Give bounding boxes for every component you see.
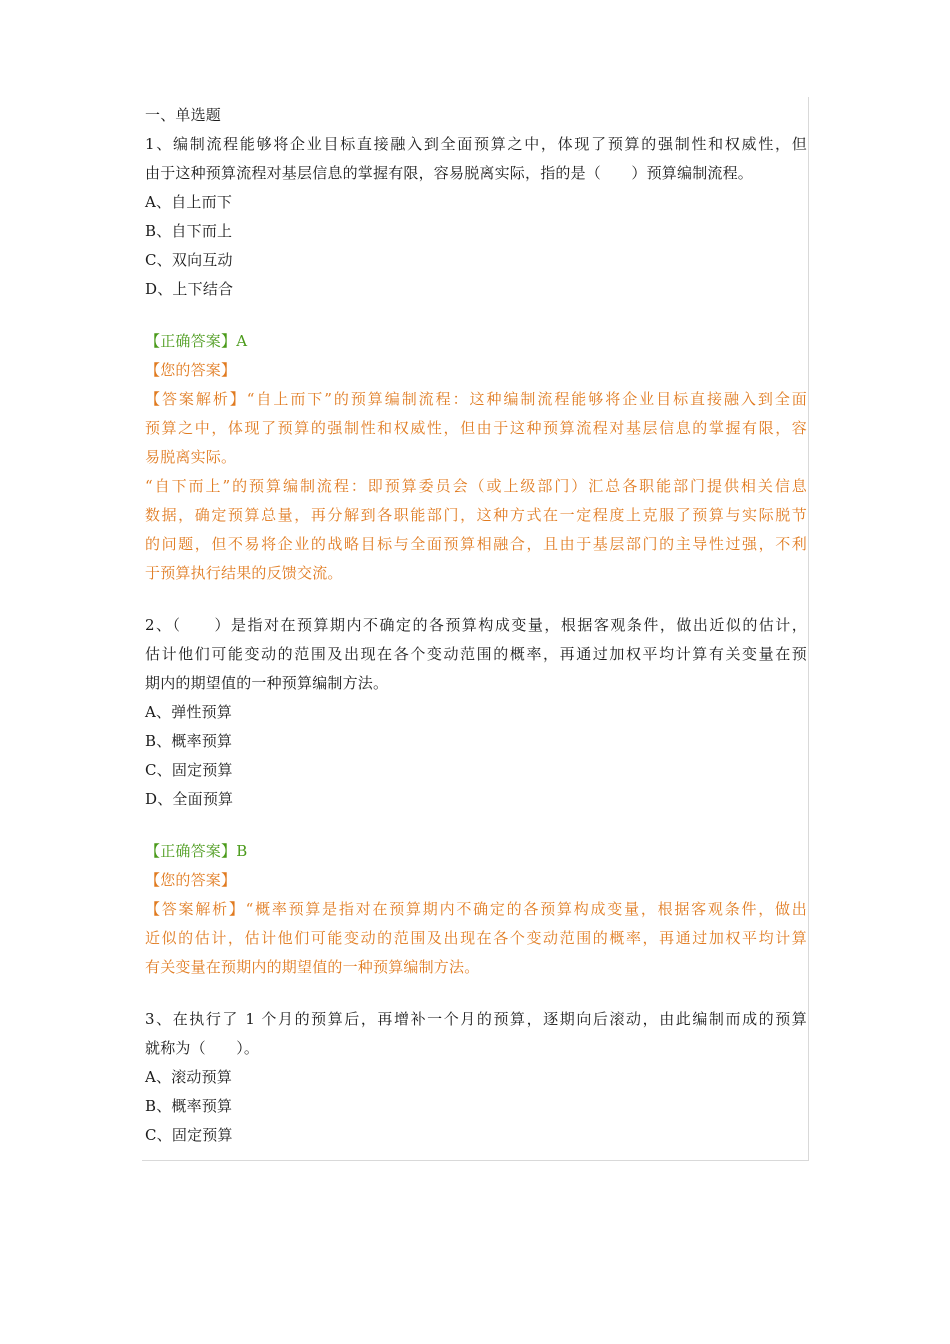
question-stem-line: 就称为（ ）。 [145, 1039, 260, 1057]
correct-answer [145, 327, 807, 356]
your-answer-label: 【您的答案】 [145, 361, 237, 379]
analysis-line: 近似的估计，估计他们可能变动的范围及出现在各个变动范围的概率，再通过加权平均计算 [145, 929, 807, 947]
correct-answer-label: 【正确答案】 [145, 332, 237, 350]
option-d: D、全面预算 [145, 790, 234, 808]
question-stem-line: 由于这种预算流程对基层信息的掌握有限，容易脱离实际，指的是（ ）预算编制流程。 [145, 164, 754, 182]
document-content [145, 101, 807, 1150]
question-stem-line: 3、在执行了 1 个月的预算后，再增补一个月的预算，逐期向后滚动，由此编制而成的预算 [145, 1010, 807, 1028]
analysis-line: 数据，确定预算总量，再分解到各职能部门，这种方式在一定程度上克服了预算与实际脱节 [145, 506, 807, 524]
question-stem-line: 1、编制流程能够将企业目标直接融入到全面预算之中，体现了预算的强制性和权威性，但 [145, 135, 807, 153]
option-a: A、自上而下 [145, 193, 233, 211]
option-c: C、双向互动 [145, 251, 233, 269]
correct-answer-label: 【正确答案】 [145, 842, 237, 860]
question-stem-line: 估计他们可能变动的范围及出现在各个变动范围的概率，再通过加权平均计算有关变量在预 [145, 645, 807, 663]
option-c: C、固定预算 [145, 761, 233, 779]
correct-answer [145, 837, 807, 866]
analysis-line: 【答案解析】“自上而下”的预算编制流程：这种编制流程能够将企业目标直接融入到全面 [145, 390, 807, 408]
analysis-line: 【答案解析】“概率预算是指对在预算期内不确定的各预算构成变量，根据客观条件，做出 [145, 900, 807, 918]
analysis-line: 预算之中，体现了预算的强制性和权威性，但由于这种预算流程对基层信息的掌握有限，容 [145, 419, 807, 437]
correct-answer-value: B [236, 842, 248, 860]
section-title: 一、单选题 [145, 106, 222, 124]
your-answer-label: 【您的答案】 [145, 871, 237, 889]
option-c: C、固定预算 [145, 1126, 233, 1144]
analysis-line: “自下而上”的预算编制流程：即预算委员会（或上级部门）汇总各职能部门提供相关信息 [145, 477, 807, 495]
correct-answer-value: A [236, 332, 248, 350]
question-2 [145, 611, 807, 982]
analysis-line: 易脱离实际。 [145, 448, 237, 466]
analysis-line: 于预算执行结果的反馈交流。 [145, 564, 343, 582]
analysis-line: 的问题，但不易将企业的战略目标与全面预算相融合，且由于基层部门的主导性过强，不利 [145, 535, 807, 553]
option-d: D、上下结合 [145, 280, 234, 298]
analysis-line: 有关变量在预期内的期望值的一种预算编制方法。 [145, 958, 480, 976]
option-a: A、弹性预算 [145, 703, 233, 721]
option-b: B、概率预算 [145, 1097, 233, 1115]
option-b: B、自下而上 [145, 222, 233, 240]
question-1 [145, 130, 807, 588]
question-3 [145, 1005, 807, 1150]
option-a: A、滚动预算 [145, 1068, 233, 1086]
document-frame [142, 97, 809, 1161]
question-stem-line: 2、（ ）是指对在预算期内不确定的各预算构成变量，根据客观条件，做出近似的估计， [145, 616, 807, 634]
option-b: B、概率预算 [145, 732, 233, 750]
question-stem-line: 期内的期望值的一种预算编制方法。 [145, 674, 389, 692]
